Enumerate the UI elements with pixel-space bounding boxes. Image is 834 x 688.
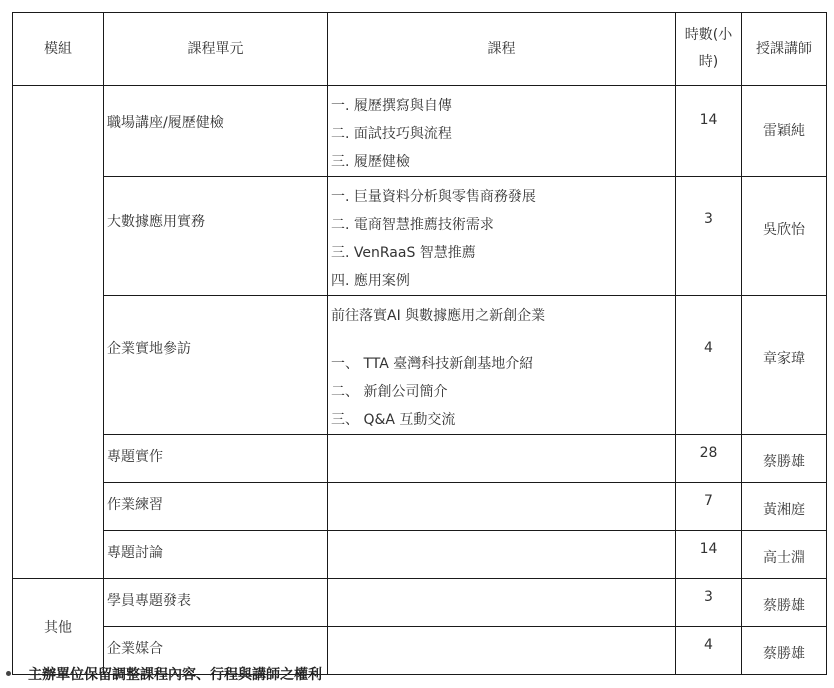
- course-table: [12, 12, 827, 675]
- course-line: 二、 新創公司簡介: [331, 384, 448, 400]
- unit-cell: 職場講座/履歷健檢: [104, 86, 328, 177]
- course-cell: [328, 86, 676, 177]
- course-cell: [328, 483, 676, 531]
- teacher-cell: 黃湘庭: [742, 483, 827, 531]
- unit-cell: 專題討論: [104, 531, 328, 579]
- teacher-cell: 蔡勝雄: [742, 627, 827, 675]
- course-line: 一. 履歷撰寫與自傳: [331, 98, 452, 114]
- header-course: 課程: [328, 13, 676, 86]
- unit-cell: 大數據應用實務: [104, 177, 328, 296]
- hours-cell: 7: [676, 483, 742, 531]
- module-cell: [13, 86, 104, 579]
- course-line: 四. 應用案例: [331, 273, 410, 289]
- table-row: [13, 579, 827, 627]
- unit-cell: 專題實作: [104, 435, 328, 483]
- hours-cell: 4: [676, 627, 742, 675]
- hours-cell: 28: [676, 435, 742, 483]
- unit-cell: 企業實地參訪: [104, 296, 328, 435]
- header-teacher: 授課講師: [742, 13, 827, 86]
- course-spacer: [331, 330, 675, 350]
- teacher-cell: 蔡勝雄: [742, 579, 827, 627]
- course-line: 一、 TTA 臺灣科技新創基地介紹: [331, 356, 534, 372]
- notice-text: 主辦單位保留調整課程內容、行程與講師之權利: [28, 667, 322, 683]
- course-line: 前往落實AI 與數據應用之新創企業: [331, 308, 546, 324]
- teacher-cell: 蔡勝雄: [742, 435, 827, 483]
- table-row: [13, 296, 827, 435]
- table-row: [13, 483, 827, 531]
- course-cell: [328, 627, 676, 675]
- header-hours: 時數(小時): [676, 13, 742, 86]
- course-line: 二. 面試技巧與流程: [331, 126, 452, 142]
- unit-cell: 學員專題發表: [104, 579, 328, 627]
- course-cell: [328, 579, 676, 627]
- course-cell: [328, 296, 676, 435]
- course-cell: [328, 531, 676, 579]
- course-line: 三. VenRaaS 智慧推薦: [331, 245, 476, 261]
- header-unit: 課程單元: [104, 13, 328, 86]
- table-row: [13, 531, 827, 579]
- header-row: [13, 13, 827, 86]
- bullet-icon: [6, 671, 11, 676]
- notice-item: [28, 664, 322, 684]
- hours-cell: 14: [676, 531, 742, 579]
- module-cell: 其他: [13, 579, 104, 675]
- course-line: 三、 Q&A 互動交流: [331, 412, 456, 428]
- table-row: [13, 177, 827, 296]
- course-line: 三. 履歷健檢: [331, 154, 410, 170]
- teacher-cell: 雷穎純: [742, 86, 827, 177]
- hours-cell: 3: [676, 177, 742, 296]
- hours-cell: 14: [676, 86, 742, 177]
- course-line: 一. 巨量資料分析與零售商務發展: [331, 189, 536, 205]
- table-row: [13, 86, 827, 177]
- unit-cell: 企業媒合: [104, 627, 328, 675]
- table-row: [13, 435, 827, 483]
- hours-cell: 3: [676, 579, 742, 627]
- hours-cell: 4: [676, 296, 742, 435]
- teacher-cell: 吳欣怡: [742, 177, 827, 296]
- header-module: 模組: [13, 13, 104, 86]
- teacher-cell: 章家瑋: [742, 296, 827, 435]
- course-line: 二. 電商智慧推薦技術需求: [331, 217, 494, 233]
- course-cell: [328, 177, 676, 296]
- course-cell: [328, 435, 676, 483]
- unit-cell: 作業練習: [104, 483, 328, 531]
- teacher-cell: 高士淵: [742, 531, 827, 579]
